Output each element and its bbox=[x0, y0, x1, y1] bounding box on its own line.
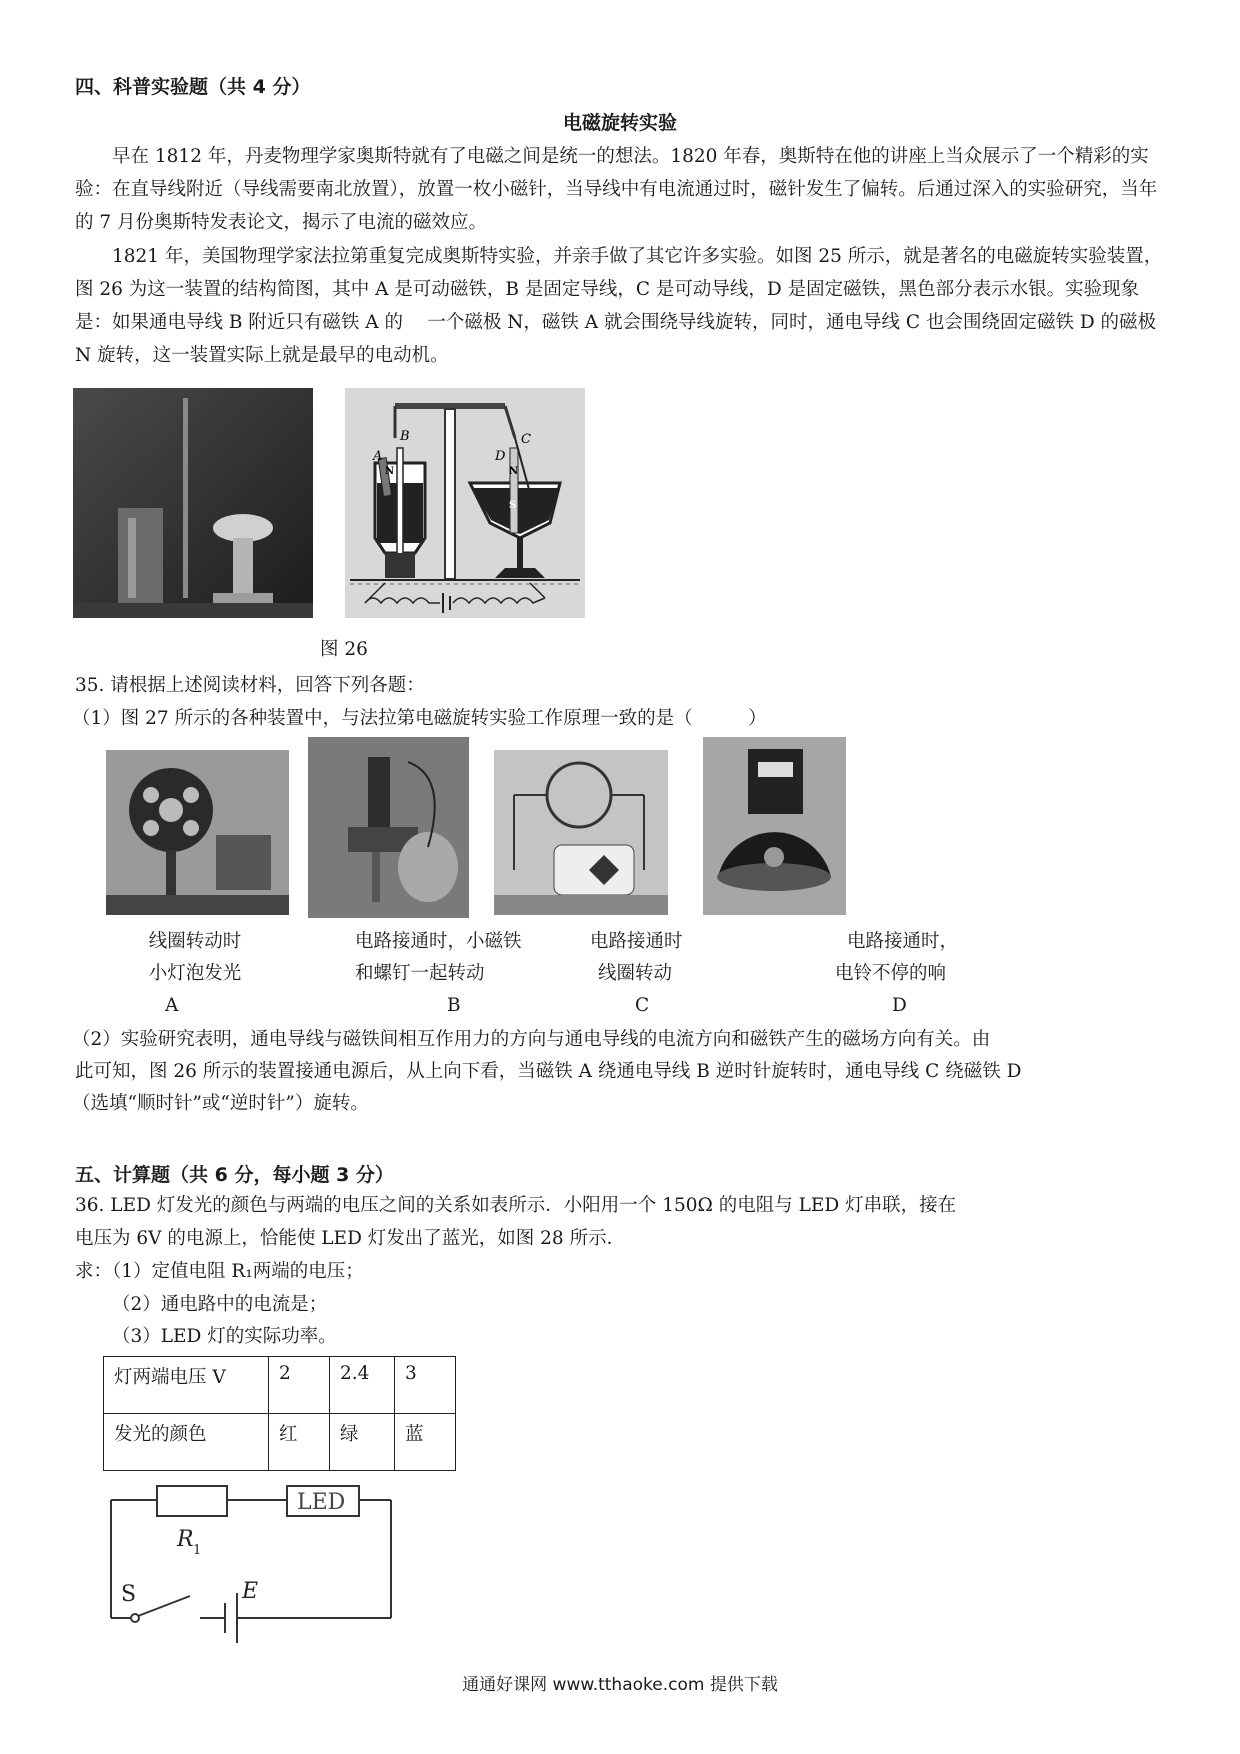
q36-line2: 电压为 6V 的电源上，恰能使 LED 灯发出了蓝光，如图 28 所示． bbox=[75, 1228, 626, 1249]
q35-part1: （1）图 27 所示的各种装置中，与法拉第电磁旋转实验工作原理一致的是（ ） bbox=[72, 708, 767, 729]
label-C: C bbox=[521, 432, 531, 447]
ask-prefix bbox=[75, 1258, 364, 1286]
resistor-r1 bbox=[157, 1486, 227, 1516]
label-S: S bbox=[509, 500, 517, 511]
table-cell: 蓝 bbox=[395, 1414, 456, 1471]
ask-3: （3）LED 灯的实际功率。 bbox=[112, 1326, 337, 1347]
ask-2: （2）通电路中的电流是； bbox=[112, 1294, 328, 1315]
r1-label: R bbox=[177, 1527, 194, 1552]
circuit-diagram bbox=[105, 1478, 405, 1643]
option-a-letter: A bbox=[165, 995, 179, 1016]
switch-label: S bbox=[121, 1582, 137, 1607]
q35-part2-line1: （2）实验研究表明，通电导线与磁铁间相互作用力的方向与通电导线的电流方向和磁铁产生的磁场方向有关。由 bbox=[72, 1029, 991, 1050]
option-a-line1: 线圈转动时 bbox=[148, 931, 242, 952]
label-N-left: N bbox=[385, 466, 395, 477]
option-c-letter: C bbox=[635, 995, 650, 1016]
apparatus-photo-image bbox=[73, 388, 313, 618]
option-d-line1: 电路接通时， bbox=[847, 931, 959, 952]
section4-title: 四、科普实验题（共 4 分） bbox=[75, 76, 311, 98]
section5-title: 五、计算题（共 6 分，每小题 3 分） bbox=[75, 1164, 394, 1186]
option-b-line1: 电路接通时，小磁铁 bbox=[355, 931, 522, 952]
table-cell: 2 bbox=[269, 1357, 330, 1414]
table-cell: 2.4 bbox=[330, 1357, 395, 1414]
option-b-photo bbox=[308, 737, 469, 918]
option-c-caption bbox=[590, 926, 740, 1022]
option-c-line1: 电路接通时 bbox=[590, 931, 683, 952]
table-cell: 绿 bbox=[330, 1414, 395, 1471]
led-voltage-color-table bbox=[103, 1356, 456, 1471]
figure26-caption: 图 26 bbox=[320, 639, 368, 660]
label-N-right: N bbox=[509, 466, 519, 477]
footer-download-note: 通通好课网 www.tthaoke.com 提供下载 bbox=[462, 1675, 778, 1695]
label-B: B bbox=[400, 429, 410, 444]
table-cell: 灯两端电压 V bbox=[104, 1357, 269, 1414]
source-label: E bbox=[242, 1579, 259, 1604]
option-d-photo bbox=[703, 737, 846, 915]
option-a-line2: 小灯泡发光 bbox=[148, 963, 242, 984]
option-d-line2: 电铃不停的响 bbox=[835, 963, 947, 984]
ask-1: （1）定值电阻 R₁两端的电压； bbox=[112, 1261, 364, 1282]
table-cell: 发光的颜色 bbox=[104, 1414, 269, 1471]
option-b-caption bbox=[355, 926, 565, 1022]
led-label: LED bbox=[297, 1490, 346, 1515]
option-b-line2: 和螺钉一起转动 bbox=[355, 963, 485, 984]
paragraph-2: 1821 年，美国物理学家法拉第重复完成奥斯特实验，并亲手做了其它许多实验。如图 25 所示，就是著名的电磁旋转实验装置，图 26 为这一装置的结构简图，其中 A 是可动磁铁，B 是固定导线，C 是可动导线，D 是固定磁铁，黑色部分表示水银。实验现象是：如果通电导线 B 附近只有磁铁 A 的 一个磁极 N，磁铁 A 就会围绕导线旋转，同时，通电导线 C 也会围绕固定磁铁 D 的磁极 N 旋转，这一装置实际上就是最早的电动机。 bbox=[75, 246, 1163, 366]
q35-part2-line3: （选填“顺时针”或“逆时针”）旋转。 bbox=[72, 1093, 369, 1114]
article-title: 电磁旋转实验 bbox=[562, 112, 677, 134]
r1-subscript: 1 bbox=[193, 1543, 202, 1558]
option-c-photo bbox=[494, 750, 668, 915]
option-b-letter: B bbox=[447, 995, 461, 1016]
label-A: A bbox=[373, 449, 383, 464]
option-d-caption bbox=[835, 926, 1005, 1022]
q35-part2-line2: 此可知，图 26 所示的装置接通电源后，从上向下看，当磁铁 A 绕通电导线 B 逆时针旋转时，通电导线 C 绕磁铁 D bbox=[75, 1061, 1022, 1082]
option-c-line2: 线圈转动 bbox=[598, 963, 673, 984]
table-row bbox=[104, 1357, 456, 1414]
q36-line1: 36. LED 灯发光的颜色与两端的电压之间的关系如表所示．小阳用一个 150Ω 的电阻与 LED 灯串联，接在 bbox=[75, 1195, 957, 1216]
option-a-photo bbox=[106, 750, 289, 915]
table-row bbox=[104, 1414, 456, 1471]
table-cell: 红 bbox=[269, 1414, 330, 1471]
q35-intro: 35. 请根据上述阅读材料，回答下列各题： bbox=[75, 675, 425, 696]
switch-lever bbox=[138, 1596, 190, 1616]
figure26-diagram bbox=[345, 388, 585, 618]
option-a-caption bbox=[120, 926, 270, 1022]
figure25-photo bbox=[73, 388, 313, 618]
table-cell: 3 bbox=[395, 1357, 456, 1414]
label-D: D bbox=[495, 449, 506, 464]
option-d-letter: D bbox=[892, 995, 907, 1016]
ask-prefix-text: 求： bbox=[75, 1261, 113, 1282]
paragraph-1: 早在 1812 年，丹麦物理学家奥斯特就有了电磁之间是统一的想法。1820 年春，奥斯特在他的讲座上当众展示了一个精彩的实验：在直导线附近（导线需要南北放置），放置一枚小磁针，当导线中有电流通过时，磁针发生了偏转。后通过深入的实验研究，当年的 7 月份奥斯特发表论文，揭示了电流的磁效应。 bbox=[75, 146, 1158, 233]
